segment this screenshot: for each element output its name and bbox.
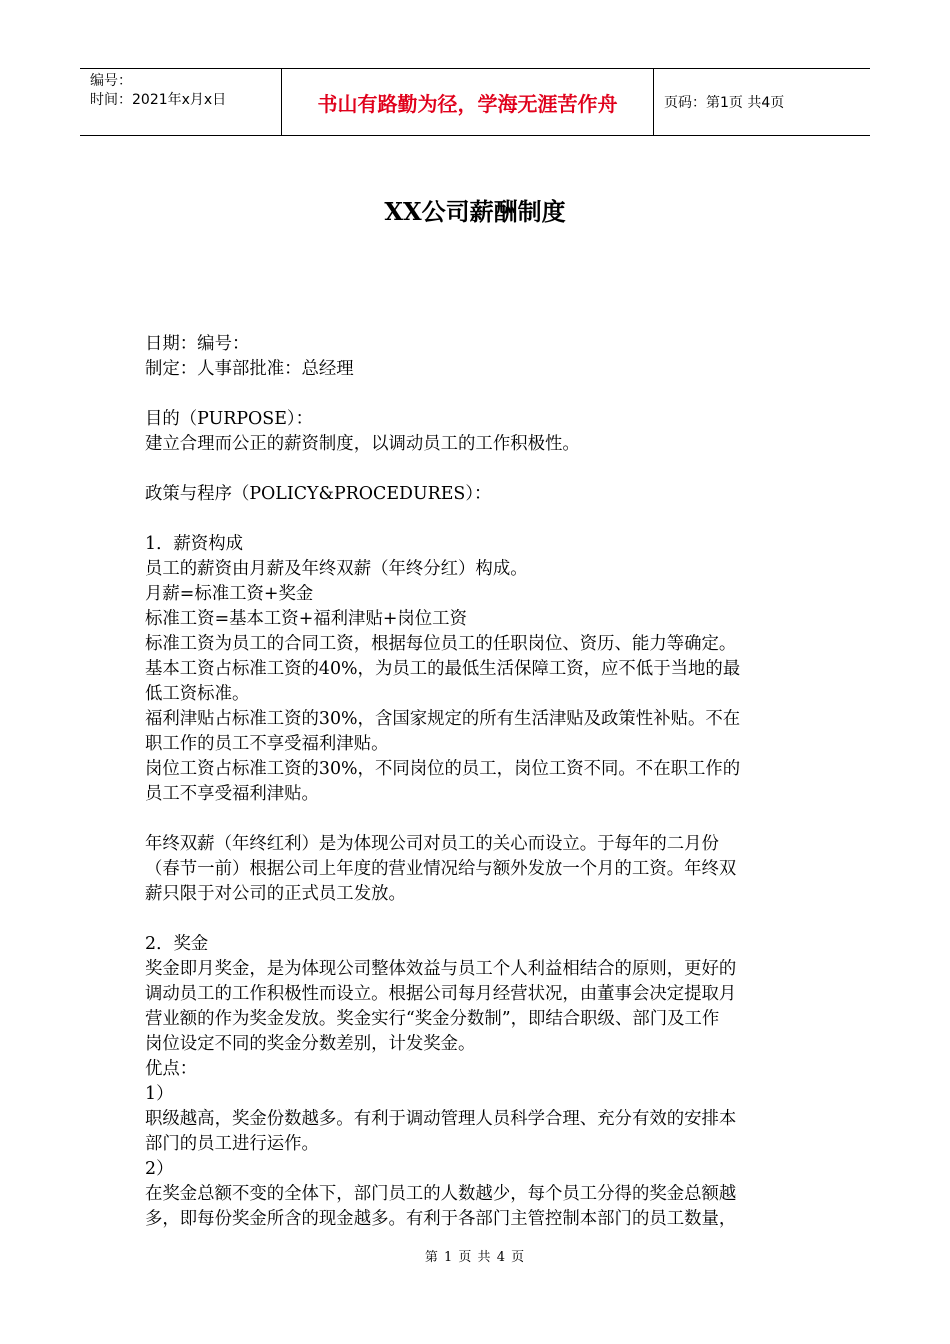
document-body bbox=[145, 332, 810, 1232]
body-line: 2） bbox=[145, 1159, 174, 1179]
body-line: 标准工资为员工的合同工资，根据每位员工的任职岗位、资历、能力等确定。 bbox=[145, 634, 737, 654]
body-line: 2．奖金 bbox=[145, 934, 209, 954]
body-line: 岗位工资占标准工资的30%，不同岗位的员工，岗位工资不同。不在职工作的 bbox=[145, 759, 741, 779]
body-line: 福利津贴占标准工资的30%，含国家规定的所有生活津贴及政策性补贴。不在 bbox=[145, 709, 741, 729]
body-line: 政策与程序（POLICY&PROCEDURES）： bbox=[145, 484, 492, 504]
body-line: 基本工资占标准工资的40%，为员工的最低生活保障工资，应不低于当地的最 bbox=[145, 659, 741, 679]
body-line: 调动员工的工作积极性而设立。根据公司每月经营状况，由董事会决定提取月 bbox=[145, 984, 737, 1004]
blank-line bbox=[145, 457, 810, 482]
header-page-info: 页码：第1页 共4页 bbox=[664, 95, 785, 111]
blank-line bbox=[145, 507, 810, 532]
document-number-label: 编号： bbox=[90, 73, 132, 89]
blank-line bbox=[145, 382, 810, 407]
body-line: 岗位设定不同的奖金分数差别，计发奖金。 bbox=[145, 1034, 476, 1054]
body-line: 低工资标准。 bbox=[145, 684, 250, 704]
body-line: 年终双薪（年终红利）是为体现公司对员工的关心而设立。于每年的二月份 bbox=[145, 834, 719, 854]
body-line: 标准工资=基本工资+福利津贴+岗位工资 bbox=[145, 609, 467, 629]
body-line: 职级越高，奖金份数越多。有利于调动管理人员科学合理、充分有效的安排本 bbox=[145, 1109, 737, 1129]
header-meta bbox=[80, 69, 281, 135]
blank-line bbox=[145, 907, 810, 932]
body-line: 目的（PURPOSE）： bbox=[145, 409, 313, 429]
document-title: XX公司薪酬制度 bbox=[384, 197, 566, 226]
body-line: 1．薪资构成 bbox=[145, 534, 244, 554]
body-line: 员工不享受福利津贴。 bbox=[145, 784, 319, 804]
body-line: 员工的薪资由月薪及年终双薪（年终分红）构成。 bbox=[145, 559, 528, 579]
body-line: 优点： bbox=[145, 1059, 198, 1079]
body-line: 多，即每份奖金所含的现金越多。有利于各部门主管控制本部门的员工数量， bbox=[145, 1209, 737, 1229]
page-footer: 第 1 页 共 4 页 bbox=[424, 1250, 526, 1265]
body-line: 1） bbox=[145, 1084, 174, 1104]
body-line: 奖金即月奖金，是为体现公司整体效益与员工个人利益相结合的原则，更好的 bbox=[145, 959, 737, 979]
body-line: 建立合理而公正的薪资制度，以调动员工的工作积极性。 bbox=[145, 434, 580, 454]
blank-line bbox=[145, 807, 810, 832]
body-line: 职工作的员工不享受福利津贴。 bbox=[145, 734, 389, 754]
body-line: 月薪=标准工资+奖金 bbox=[145, 584, 314, 604]
document-time-label: 时间：2021年x月x日 bbox=[90, 92, 227, 108]
body-line: 营业额的作为奖金发放。奖金实行“奖金分数制”，即结合职级、部门及工作 bbox=[145, 1009, 720, 1029]
body-line: 制定：人事部批准：总经理 bbox=[145, 359, 354, 379]
body-line: 日期：编号： bbox=[145, 334, 250, 354]
body-line: 部门的员工进行运作。 bbox=[145, 1134, 319, 1154]
page-header bbox=[80, 68, 870, 136]
body-line: 在奖金总额不变的全体下，部门员工的人数越少，每个员工分得的奖金总额越 bbox=[145, 1184, 737, 1204]
body-line: （春节一前）根据公司上年度的营业情况给与额外发放一个月的工资。年终双 bbox=[145, 859, 737, 879]
header-motto: 书山有路勤为径，学海无涯苦作舟 bbox=[281, 69, 654, 135]
body-line: 薪只限于对公司的正式员工发放。 bbox=[145, 884, 406, 904]
